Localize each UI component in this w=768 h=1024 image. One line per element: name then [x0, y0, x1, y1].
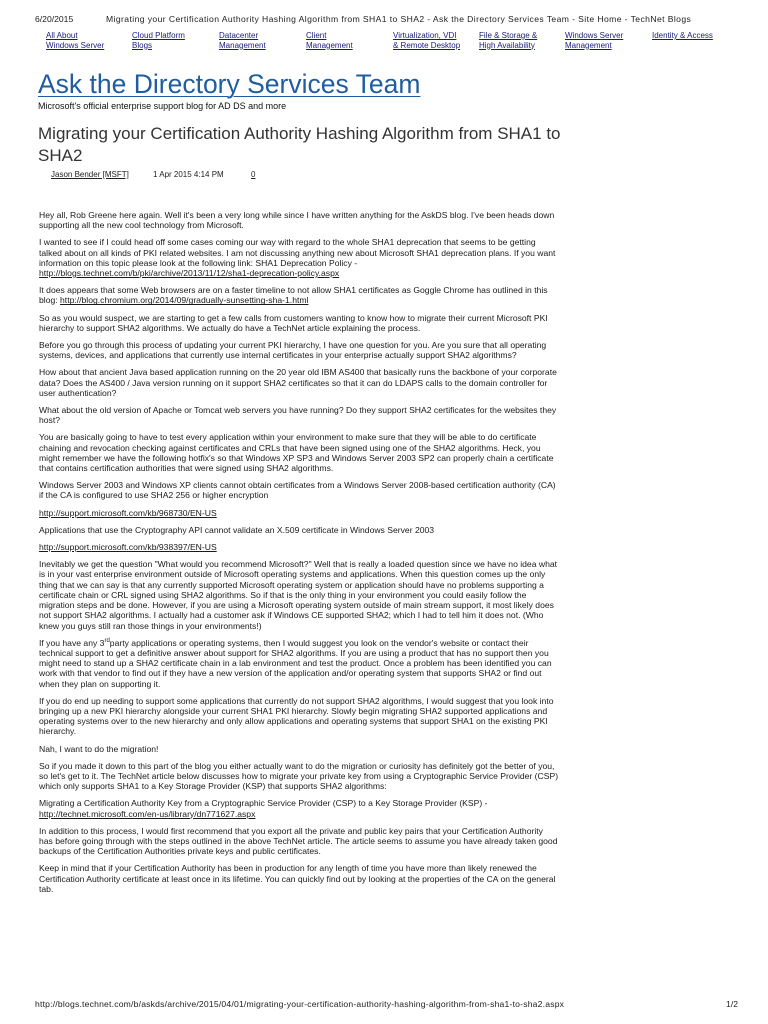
paragraph: [39, 237, 559, 278]
technet-dn771627-link[interactable]: http://technet.microsoft.com/en-us/library/dn771627.aspx: [39, 808, 256, 819]
paragraph: If you do end up needing to support some applications that currently do not support SHA2 algorithms, I would suggest that you look into bringing up a new PKI hierarchy alongside your current SHA1 PKI hierarchy. Slowly begin migrating SHA2 supported applications and operating systems over to the new hierarchy and only allow applications and operating systems that support SHA1 on the existing PKI hierarchy.: [39, 695, 554, 737]
nav-item-cloud-platform-blogs[interactable]: Cloud Platform Blogs: [132, 31, 185, 50]
paragraph: What about the old version of Apache or Tomcat web servers you have running? Do they support SHA2 certificates for the websites they host?: [39, 405, 557, 426]
sha1-deprecation-policy-link[interactable]: http://blogs.technet.com/b/pki/archive/2013/11/12/sha1-deprecation-policy.aspx: [39, 268, 340, 279]
paragraph: So if you made it down to this part of the blog you either actually want to do the migration or curiosity has definitely got the better of you, so let's get to it. The TechNet article below discusses how to migrate your private key from using a Cryptographic Service Provider (CSP) which only supports SHA1 to a Key Storage Provider (KSP) that supports SHA2 algorithms:: [39, 760, 559, 792]
paragraph-text: I wanted to see if I could head off some cases coming our way with regard to the whole SHA1 deprecation that seems to be getting talked about on all kinds of PKI related websites. I am not discussing anything new about Microsoft SHA1 deprecation plans. If you want information on this topic please look at the following link: SHA1 Deprecation Policy -: [39, 237, 556, 268]
nav-item-file-storage[interactable]: File & Storage & High Availability: [479, 31, 538, 50]
kb968730-link[interactable]: http://support.microsoft.com/kb/968730/EN-US: [39, 507, 217, 518]
paragraph: So as you would suspect, we are starting to get a few calls from customers wanting to know how to migrate their current Microsoft PKI hierarchy to support SHA2 algorithms. We actually do have a TechNet article explaining the process.: [39, 312, 548, 333]
nav-item-virtualization-vdi[interactable]: Virtualization, VDI & Remote Desktop: [393, 31, 461, 50]
paragraph: Inevitably we get the question "What would you recommend Microsoft?" Well that is really a loaded question since we have no idea what is in your vast enterprise environment outside of Microsoft operating systems and applications. When this question comes up the only thing that we can say is that any currently supported Microsoft operating system or application should have no problems supporting a certificate chain or CRL signed using SHA2 algorithms. So if that is the only thing in your environment you could easily follow the migration steps and be done. However, if you are using a Microsoft operating system outside of main stream support, it most likely does not support SHA2 algorithms. I actually had a customer ask if Windows CE supported SHA2; which I had to tell him it does not. (Who knew you guys still ran those things in your environments!): [39, 559, 558, 631]
post-title: Migrating your Certification Authority Hashing Algorithm from SHA1 to SHA2: [38, 124, 561, 165]
blog-subtitle: Microsoft's official enterprise support blog for AD DS and more: [38, 101, 287, 111]
paragraph: Applications that use the Cryptography API cannot validate an X.509 certificate in Windows Server 2003: [39, 524, 435, 535]
print-page-title: Migrating your Certification Authority Hashing Algorithm from SHA1 to SHA2 - Ask the Directory Services Team - Site Home - TechNet Blogs: [106, 14, 692, 24]
paragraph: Windows Server 2003 and Windows XP clients cannot obtain certificates from a Windows Server 2008-based certification authority (CA) if the CA is configured to use SHA2 256 or higher encryption: [39, 480, 556, 501]
chromium-blog-link[interactable]: http://blog.chromium.org/2014/09/gradually-sunsetting-sha-1.html: [60, 295, 309, 306]
print-header: [0, 14, 768, 28]
paragraph: You are basically going to have to test every application within your environment to make sure that they will be able to do certificate chaining and revocation checking against certificates and CRLs that have been signed using one of the SHA2 algorithms. Heck, you might remember we have the following hotfix's so that Windows XP SP3 and Windows Server 2003 SP2 can properly chain a certificate that contains certification authorities that were signed using SHA2 algorithms.: [39, 432, 554, 474]
paragraph-text: If you have any 3: [39, 637, 105, 648]
print-date: 6/20/2015: [35, 14, 74, 24]
paragraph: [39, 542, 559, 552]
paragraph: Nah, I want to do the migration!: [39, 743, 159, 754]
paragraph: Keep in mind that if your Certification Authority has been in production for any length of time you have more than likely renewed the Certification Authority certificate at least once in its lifetime. You can quickly find out by looking at the properties of the CA on the general tab.: [39, 863, 556, 894]
nav-item-datacenter-management[interactable]: Datacenter Management: [219, 31, 266, 50]
post-date: 1 Apr 2015 4:14 PM: [153, 170, 224, 179]
paragraph: [39, 508, 559, 518]
paragraph: [39, 798, 559, 818]
nav-item-client-management[interactable]: Client Management: [306, 31, 353, 50]
post-body: [39, 210, 559, 901]
paragraph: Hey all, Rob Greene here again. Well it's been a very long while since I have written anything for the AskDS blog. I've been heads down supporting all the new cool technology from Microsoft.: [39, 210, 555, 231]
post-author-link[interactable]: Jason Bender [MSFT]: [51, 170, 129, 179]
print-url: http://blogs.technet.com/b/askds/archive/2015/04/01/migrating-your-certification-authority-hashing-algorithm-from-sha1-to-sha2.aspx: [35, 999, 565, 1009]
paragraph: In addition to this process, I would first recommend that you export all the private and public key pairs that your Certification Authority has before going through with the steps outlined in the above TechNet article. The article seems to assume you have already taken good backups of the Certification Authorities private keys and public certificates.: [39, 825, 558, 857]
paragraph: Before you go through this process of updating your current PKI hierarchy, I have one question for you. Are you sure that all operating systems, devices, and applications that currently use internal certificates in your enterprise actually support SHA2 algorithms?: [39, 340, 547, 361]
paragraph: [39, 638, 559, 689]
paragraph-text: It does appears that some Web browsers are on a faster timeline to not allow SHA1 certificates as Goggle Chrome has outlined in this blog:: [39, 285, 548, 306]
paragraph: [39, 285, 559, 305]
post-comment-count-link[interactable]: 0: [251, 170, 256, 179]
paragraph-text: Migrating a Certification Authority Key from a Cryptographic Service Provider (CSP) to a Key Storage Provider (KSP) -: [39, 798, 488, 809]
paragraph-text: party applications or operating systems, then I would suggest you look on the vendor's website or contact their technical support to get a definitive answer about support for SHA2 algorithms. If you are using a product that has no support then you might need to stand up a SHA2 certificate chain in a lab environment and test the product. Once a problem has been identified you can work with that vendor to find out if they have a new version of the application and/or operating system that supports SHA2 or find out when they plan on supporting it.: [39, 637, 552, 689]
nav-item-identity-access[interactable]: Identity & Access: [652, 31, 713, 40]
paragraph: How about that ancient Java based application running on the 20 year old IBM AS400 that basically runs the backbone of your corporate data? Does the AS400 / Java version running on it support SHA2 certificates so that it can do LDAPS calls to the domain controller for user authentication?: [39, 367, 557, 398]
nav-item-windows-server-management[interactable]: Windows Server Management: [565, 31, 624, 50]
kb938397-link[interactable]: http://support.microsoft.com/kb/938397/EN-US: [39, 542, 217, 553]
superscript: rd: [104, 637, 110, 644]
page-number: 1/2: [726, 999, 738, 1009]
nav-item-all-about-windows-server[interactable]: All About Windows Server: [46, 31, 105, 50]
blog-title[interactable]: Ask the Directory Services Team: [38, 69, 421, 99]
top-navigation: [46, 31, 766, 61]
